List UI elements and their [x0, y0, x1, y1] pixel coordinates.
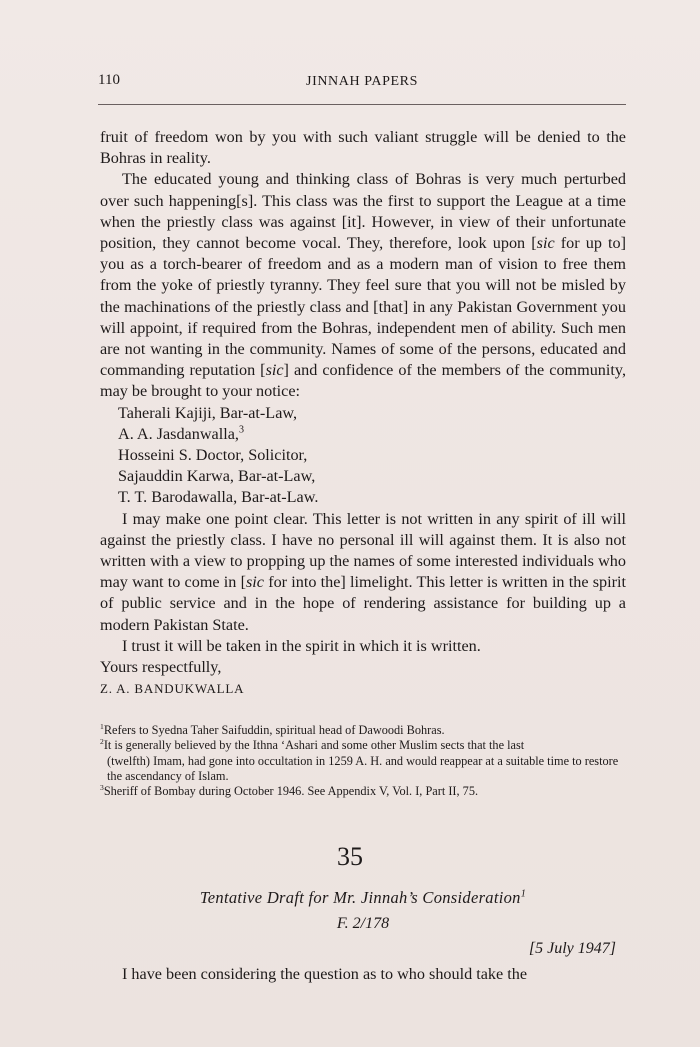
list-item: Hosseini S. Doctor, Solicitor,: [118, 446, 308, 465]
footnotes: [100, 723, 626, 799]
document-date: [5 July 1947]: [528, 940, 616, 957]
paragraph-2: The educated young and thinking class of Bohras is very much perturbed over such happening[s]. This class was the first to support the League at a time when the priestly class was against [it]. However, in view of their unfortunate position, they cannot become vocal. They, therefore, look upon [sic for up to] you as a torch-bearer of freedom and as a modern man of vision to free them from the yoke of priestly tyranny. They feel sure that you will not be misled by the machinations of the priestly class and [that] in any Pakistan Government you will appoint, if required from the Bohras, independent men of ability. Such men are not wanting in the community. Names of some of the persons, educated and commanding reputation [sic] and confidence of the members of the community, may be brought to your notice:: [100, 170, 627, 401]
page-number: 110: [98, 72, 120, 88]
footnote-3: $^3$Sheriff of Bombay during October 1946. See Appendix V, Vol. I, Part II, 75.: [100, 783, 479, 799]
sic-note: sic: [536, 234, 555, 253]
names-list: [118, 403, 626, 509]
running-title: JINNAH PAPERS: [306, 74, 418, 89]
list-item: T. T. Barodawalla, Bar-at-Law.: [118, 488, 319, 507]
footnote-marker: 1: [520, 888, 527, 900]
document-title: Tentative Draft for Mr. Jinnah’s Consideration$^1$: [199, 888, 527, 907]
page-header: [98, 72, 626, 96]
footnote-1: $^1$Refers to Syedna Taher Saifuddin, spiritual head of Dawoodi Bohras.: [100, 721, 445, 737]
paragraph-4: I trust it will be taken in the spirit in which it is written.: [122, 636, 481, 655]
paragraph-1: fruit of freedom won by you with such valiant struggle will be denied to the Bohras in reality.: [100, 128, 626, 168]
footnote-2: $^2$It is generally believed by the Ithna ‘Ashari and some other Muslim sects that the last: [100, 737, 525, 753]
header-rule: [98, 104, 626, 105]
footnote-marker: 3: [238, 424, 244, 436]
list-item: Sajauddin Karwa, Bar-at-Law,: [118, 467, 316, 486]
footnote-2-continuation: (twelfth) Imam, had gone into occultation in 1259 A. H. and would reappear at a suitable time to restore the ascendancy of Islam.: [107, 753, 619, 783]
document-opening-line: I have been considering the question as to who should take the: [122, 965, 528, 983]
sic-note: sic: [246, 573, 264, 592]
list-item: Taherali Kajiji, Bar-at-Law,: [118, 403, 298, 422]
sic-note: sic: [265, 361, 284, 380]
list-item: A. A. Jasdanwalla,$^3$: [118, 424, 244, 443]
paragraph-3: I may make one point clear. This letter is not written in any spirit of ill will against the priestly class. I have no personal ill will against them. It is also not written with a view to propping up the names of some interested individuals who may want to come in [sic for into the] limelight. This letter is written in the spirit of public service and in the hope of rendering assistance for building up a modern Pakistan State.: [100, 509, 626, 634]
closing-line: Yours respectfully,: [100, 658, 222, 677]
letter-body: [100, 127, 626, 699]
document-number: 35: [337, 842, 363, 871]
signature: Z. A. BANDUKWALLA: [100, 681, 245, 697]
document-reference: F. 2/178: [336, 915, 390, 932]
